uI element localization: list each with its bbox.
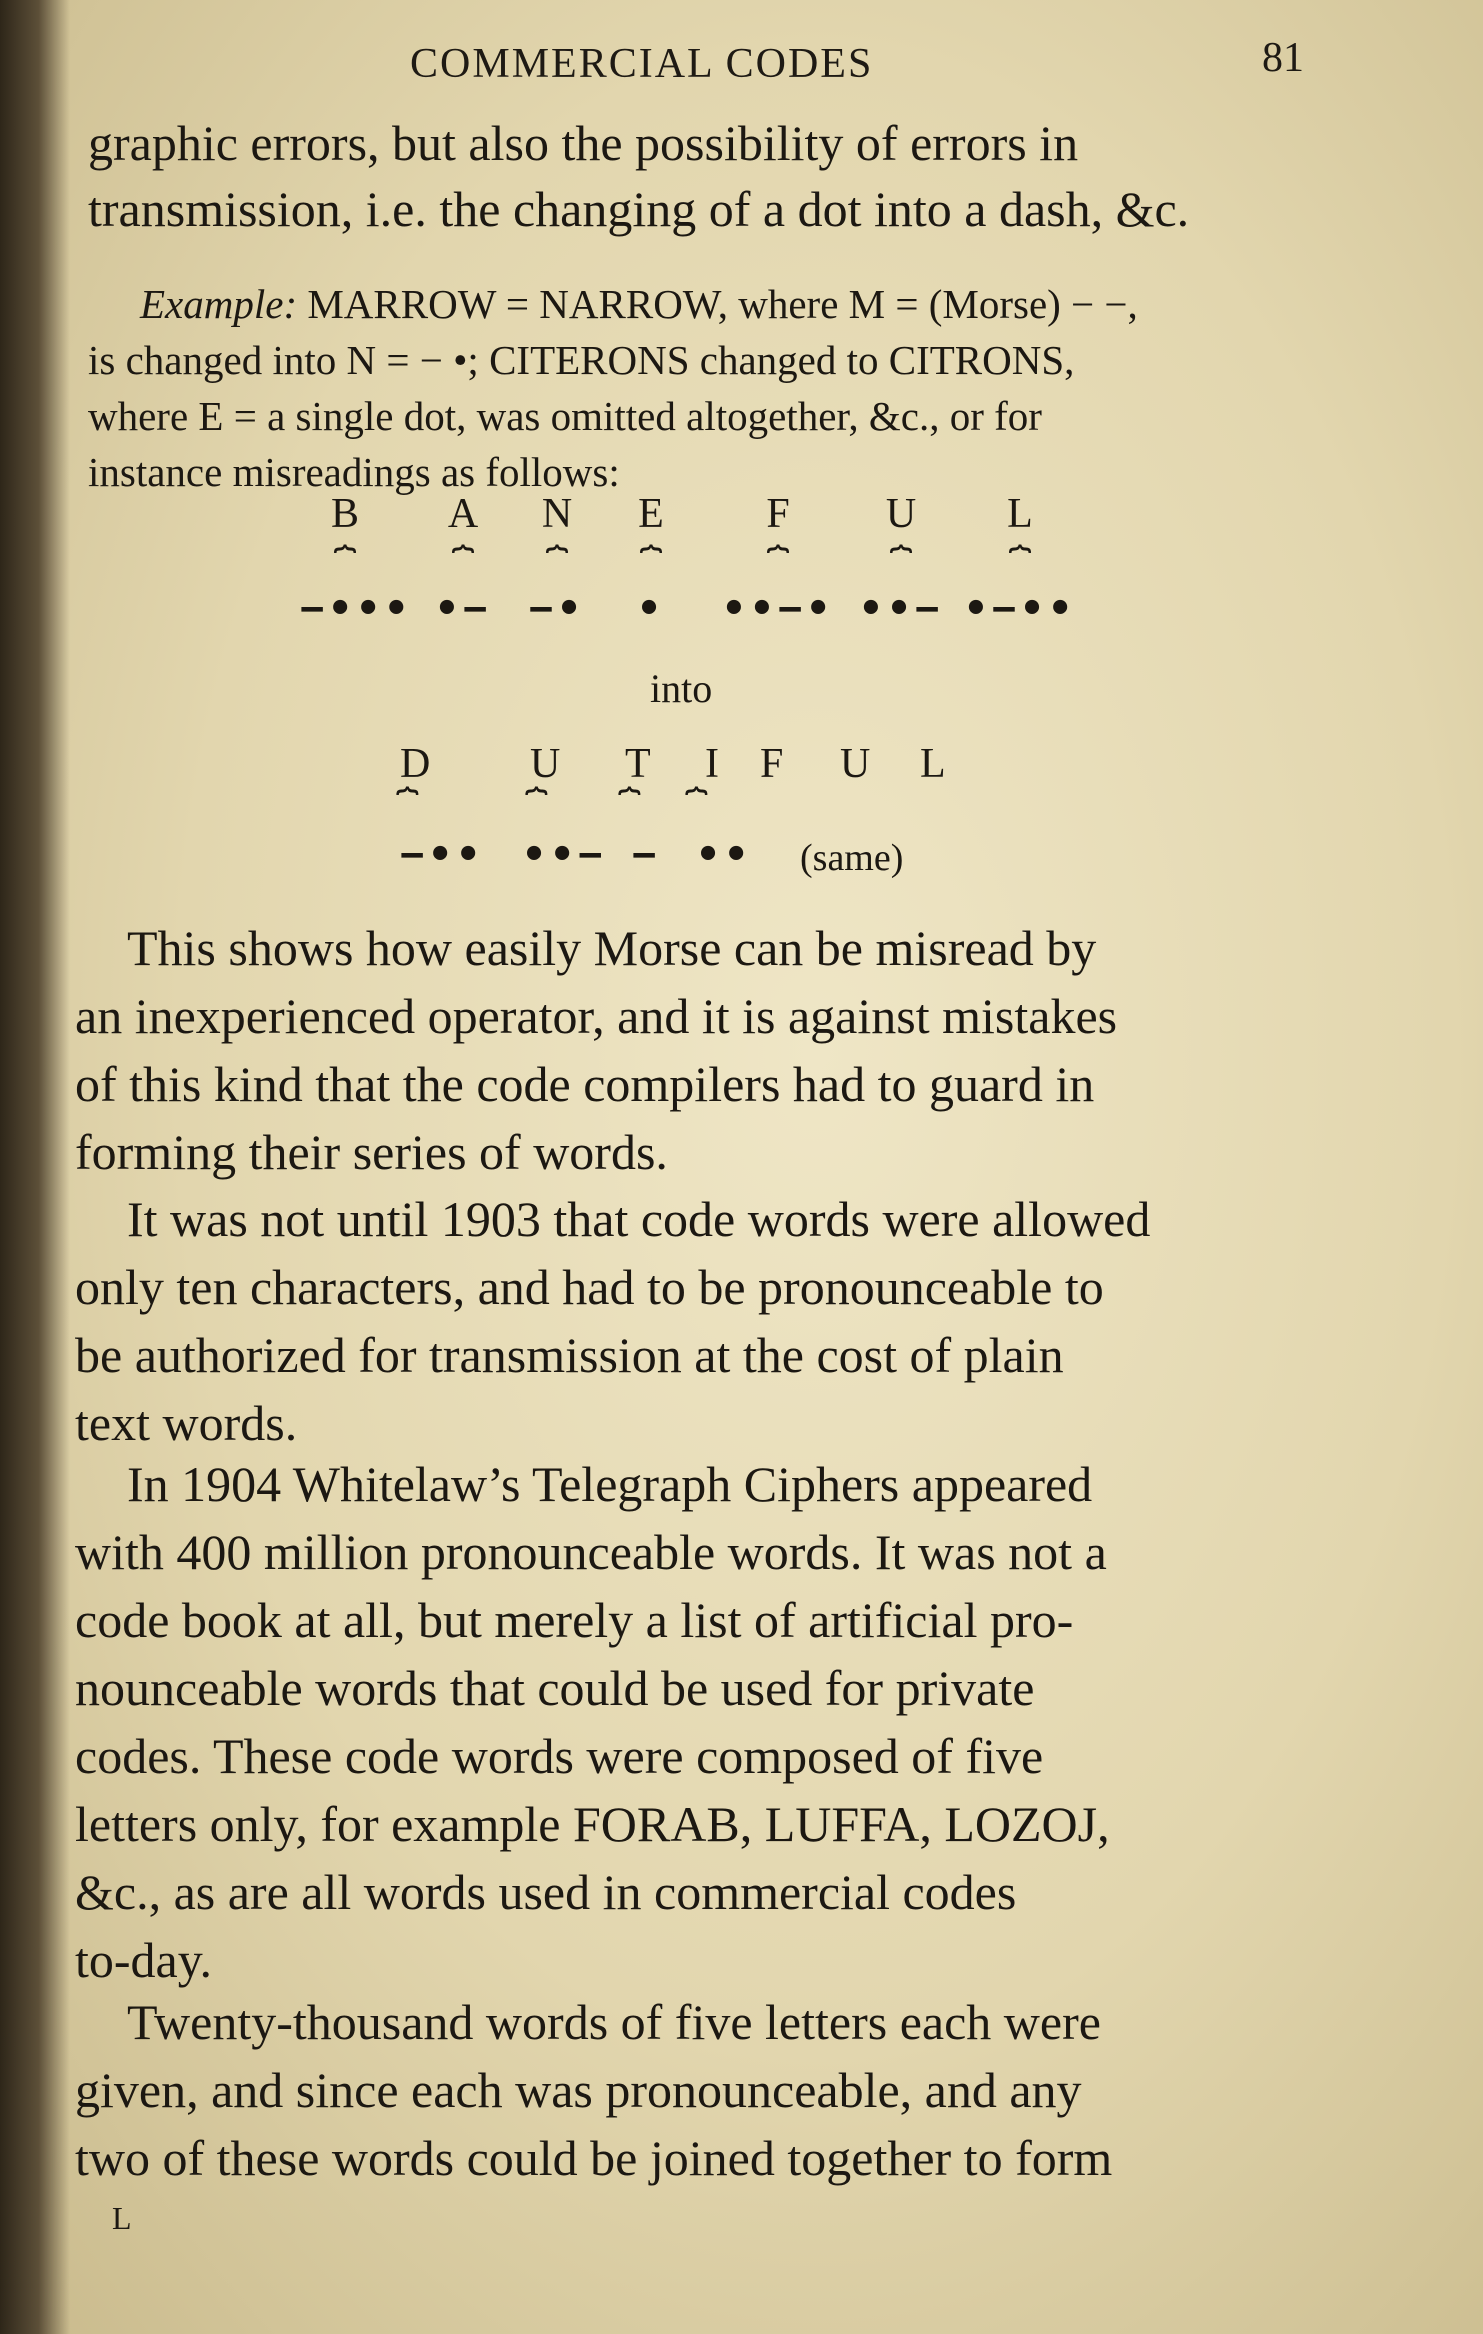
- morse-letter: F: [760, 741, 784, 787]
- morse-code: ••−•: [721, 586, 835, 632]
- page-header: [0, 35, 1483, 120]
- example-label: Example:: [140, 281, 298, 327]
- page-number: 81: [1262, 35, 1304, 81]
- text-line: is changed into N = − •; CITERONS changed to CITRONS,: [88, 337, 1075, 383]
- example-text: MARROW = NARROW, where M = (Morse) − −,: [297, 281, 1138, 327]
- morse-column: [300, 490, 413, 632]
- morse-code: ••: [696, 832, 753, 878]
- morse-column: [846, 490, 956, 632]
- text-line: with 400 million pronounceable words. It was not a: [75, 1524, 1107, 1580]
- text-line: Twenty-thousand words of five letters each were: [127, 1994, 1101, 2050]
- morse-letter: U: [840, 741, 871, 787]
- morse-letter: A: [447, 491, 479, 537]
- morse-column: [606, 490, 696, 632]
- text-line: to-day.: [75, 1932, 212, 1988]
- brace-icon: ⏞: [618, 786, 641, 830]
- body-paragraph: [75, 1185, 1150, 1457]
- morse-column: [512, 490, 602, 632]
- morse-letter: U: [530, 741, 561, 787]
- morse-letter: T: [625, 741, 651, 787]
- example-paragraph: [88, 276, 1138, 500]
- morse-letter: L: [1007, 491, 1033, 537]
- text-line: This shows how easily Morse can be misread by: [127, 920, 1097, 976]
- morse-letter: E: [638, 491, 664, 537]
- top-paragraph: [88, 110, 1189, 242]
- text-line: only ten characters, and had to be pronounceable to: [75, 1259, 1104, 1315]
- text-line: two of these words could be joined together to form: [75, 2130, 1113, 2186]
- morse-reading-row: [300, 740, 1140, 890]
- brace-icon: ⏞: [333, 544, 357, 588]
- text-line: code book at all, but merely a list of artificial pro-: [75, 1592, 1074, 1648]
- text-line: be authorized for transmission at the cost of plain: [75, 1327, 1064, 1383]
- morse-column: [718, 490, 838, 632]
- text-line: &c., as are all words used in commercial codes: [75, 1864, 1017, 1920]
- text-line: given, and since each was pronounceable, and any: [75, 2062, 1082, 2118]
- text-line: In 1904 Whitelaw’s Telegraph Ciphers appeared: [127, 1456, 1093, 1512]
- morse-misreading-row: [300, 490, 1140, 665]
- morse-code: −•••: [300, 586, 413, 632]
- morse-letter: L: [920, 741, 946, 787]
- text-line: codes. These code words were composed of five: [75, 1728, 1044, 1784]
- brace-icon: ⏞: [451, 544, 475, 588]
- running-head: COMMERCIAL CODES: [410, 41, 874, 87]
- text-line: forming their series of words.: [75, 1124, 668, 1180]
- text-line: of this kind that the code compilers had to guard in: [75, 1056, 1095, 1112]
- body-paragraph: [75, 1988, 1112, 2192]
- body-paragraph: [75, 1450, 1110, 1994]
- morse-code: −••: [400, 832, 485, 878]
- morse-letter: F: [766, 491, 790, 537]
- book-spine-shadow: [0, 0, 70, 2334]
- morse-letter: I: [705, 741, 719, 787]
- brace-icon: ⏞: [396, 786, 419, 830]
- brace-icon: ⏞: [545, 544, 569, 588]
- morse-code: •: [636, 586, 666, 632]
- text-line: nounceable words that could be used for private: [75, 1660, 1035, 1716]
- morse-column: [960, 490, 1080, 632]
- signature-mark: L: [112, 2200, 132, 2236]
- morse-code: −: [632, 832, 661, 878]
- morse-letter: U: [885, 491, 917, 537]
- text-line: instance misreadings as follows:: [88, 449, 620, 495]
- text-line: It was not until 1903 that code words were allowed: [127, 1191, 1151, 1247]
- text-line: an inexperienced operator, and it is against mistakes: [75, 988, 1118, 1044]
- brace-icon: ⏞: [1008, 544, 1032, 588]
- brace-icon: ⏞: [685, 786, 708, 830]
- body-paragraph: [75, 914, 1117, 1186]
- morse-letter: D: [400, 741, 431, 787]
- text-line: graphic errors, but also the possibility of errors in: [88, 115, 1079, 171]
- text-line: transmission, i.e. the changing of a dot into a dash, &c.: [88, 181, 1190, 237]
- morse-code: •−: [434, 586, 492, 632]
- text-line: [88, 276, 1138, 332]
- morse-code: −•: [528, 586, 586, 632]
- brace-icon: ⏞: [889, 544, 913, 588]
- same-label: (same): [800, 837, 904, 879]
- morse-letter: B: [330, 491, 359, 537]
- morse-code: •−••: [963, 586, 1077, 632]
- morse-code: ••−: [522, 832, 607, 878]
- brace-icon: ⏞: [766, 544, 790, 588]
- text-line: where E = a single dot, was omitted altogether, &c., or for: [88, 393, 1042, 439]
- brace-icon: ⏞: [639, 544, 663, 588]
- morse-letter: N: [541, 491, 573, 537]
- text-line: letters only, for example FORAB, LUFFA, LOZOJ,: [75, 1796, 1110, 1852]
- brace-icon: ⏞: [525, 786, 548, 830]
- text-line: text words.: [75, 1395, 298, 1451]
- morse-code: ••−: [858, 586, 944, 632]
- into-label: into: [650, 666, 713, 711]
- morse-column: [418, 490, 508, 632]
